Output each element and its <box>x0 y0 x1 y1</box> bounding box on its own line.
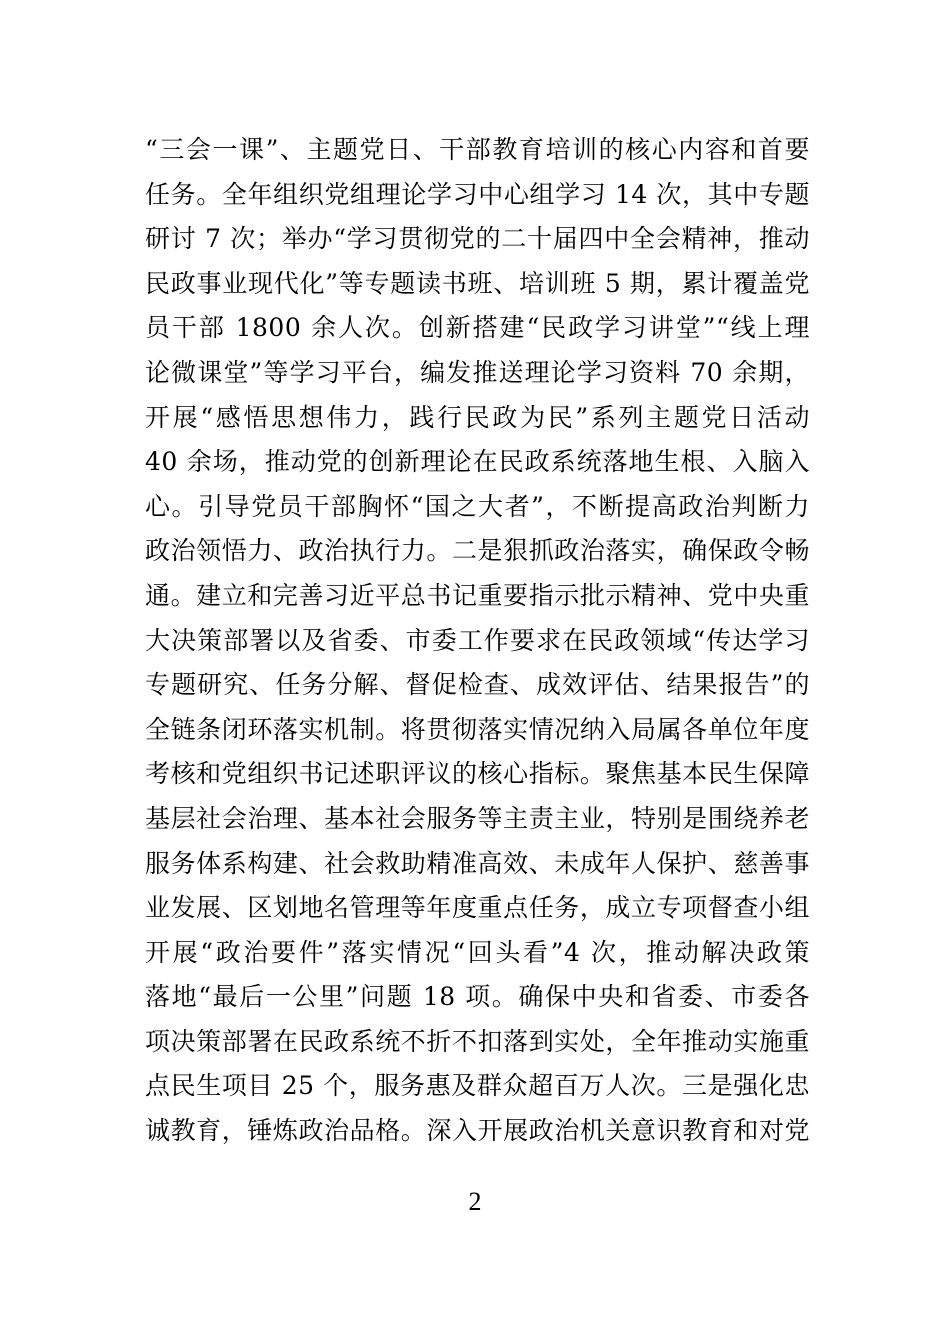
text-line: 心。引导党员干部胸怀“国之大者”，不断提高政治判断力 <box>145 491 810 521</box>
text-line: 民政事业现代化”等专题读书班、培训班 5 期，累计覆盖党 <box>145 268 810 298</box>
text-line: 业发展、区划地名管理等年度重点任务，成立专项督查小组 <box>145 893 810 923</box>
text-line: 论微课堂”等学习平台，编发推送理论学习资料 70 余期， <box>145 357 810 387</box>
text-line: 政治领悟力、政治执行力。二是狠抓政治落实，确保政令畅 <box>145 536 810 566</box>
text-line: 任务。全年组织党组理论学习中心组学习 14 次，其中专题 <box>145 179 810 209</box>
text-line: 专题研究、任务分解、督促检查、成效评估、结果报告”的 <box>145 670 810 700</box>
text-line: 全链条闭环落实机制。将贯彻落实情况纳入局属各单位年度 <box>145 714 810 744</box>
text-line: 项决策部署在民政系统不折不扣落到实处，全年推动实施重 <box>145 1026 810 1056</box>
page-number: 2 <box>468 1187 482 1216</box>
text-line: 落地“最后一公里”问题 18 项。确保中央和省委、市委各 <box>145 982 810 1012</box>
text-line: 员干部 1800 余人次。创新搭建“民政学习讲堂”“线上理 <box>145 313 810 343</box>
text-line: 通。建立和完善习近平总书记重要指示批示精神、党中央重 <box>145 580 810 610</box>
text-line: 40 余场，推动党的创新理论在民政系统落地生根、入脑入 <box>145 447 810 477</box>
text-line: 大决策部署以及省委、市委工作要求在民政领域“传达学习 <box>145 625 810 655</box>
body-paragraph <box>145 128 810 1154</box>
text-line: 开展“感悟思想伟力，践行民政为民”系列主题党日活动 <box>145 402 810 432</box>
text-line: 点民生项目 25 个，服务惠及群众超百万人次。三是强化忠 <box>145 1071 810 1101</box>
text-line: 考核和党组织书记述职评议的核心指标。聚焦基本民生保障 <box>145 759 810 789</box>
text-line: 开展“政治要件”落实情况“回头看”4 次，推动解决政策 <box>145 937 810 967</box>
text-line: 诚教育，锤炼政治品格。深入开展政治机关意识教育和对党 <box>145 1116 810 1146</box>
text-line: “三会一课”、主题党日、干部教育培训的核心内容和首要 <box>145 135 810 164</box>
text-line: 研讨 7 次；举办“学习贯彻党的二十届四中全会精神，推动 <box>145 224 810 254</box>
text-line: 基层社会治理、基本社会服务等主责主业，特别是围绕养老 <box>145 803 810 833</box>
text-line: 服务体系构建、社会救助精准高效、未成年人保护、慈善事 <box>145 848 810 878</box>
